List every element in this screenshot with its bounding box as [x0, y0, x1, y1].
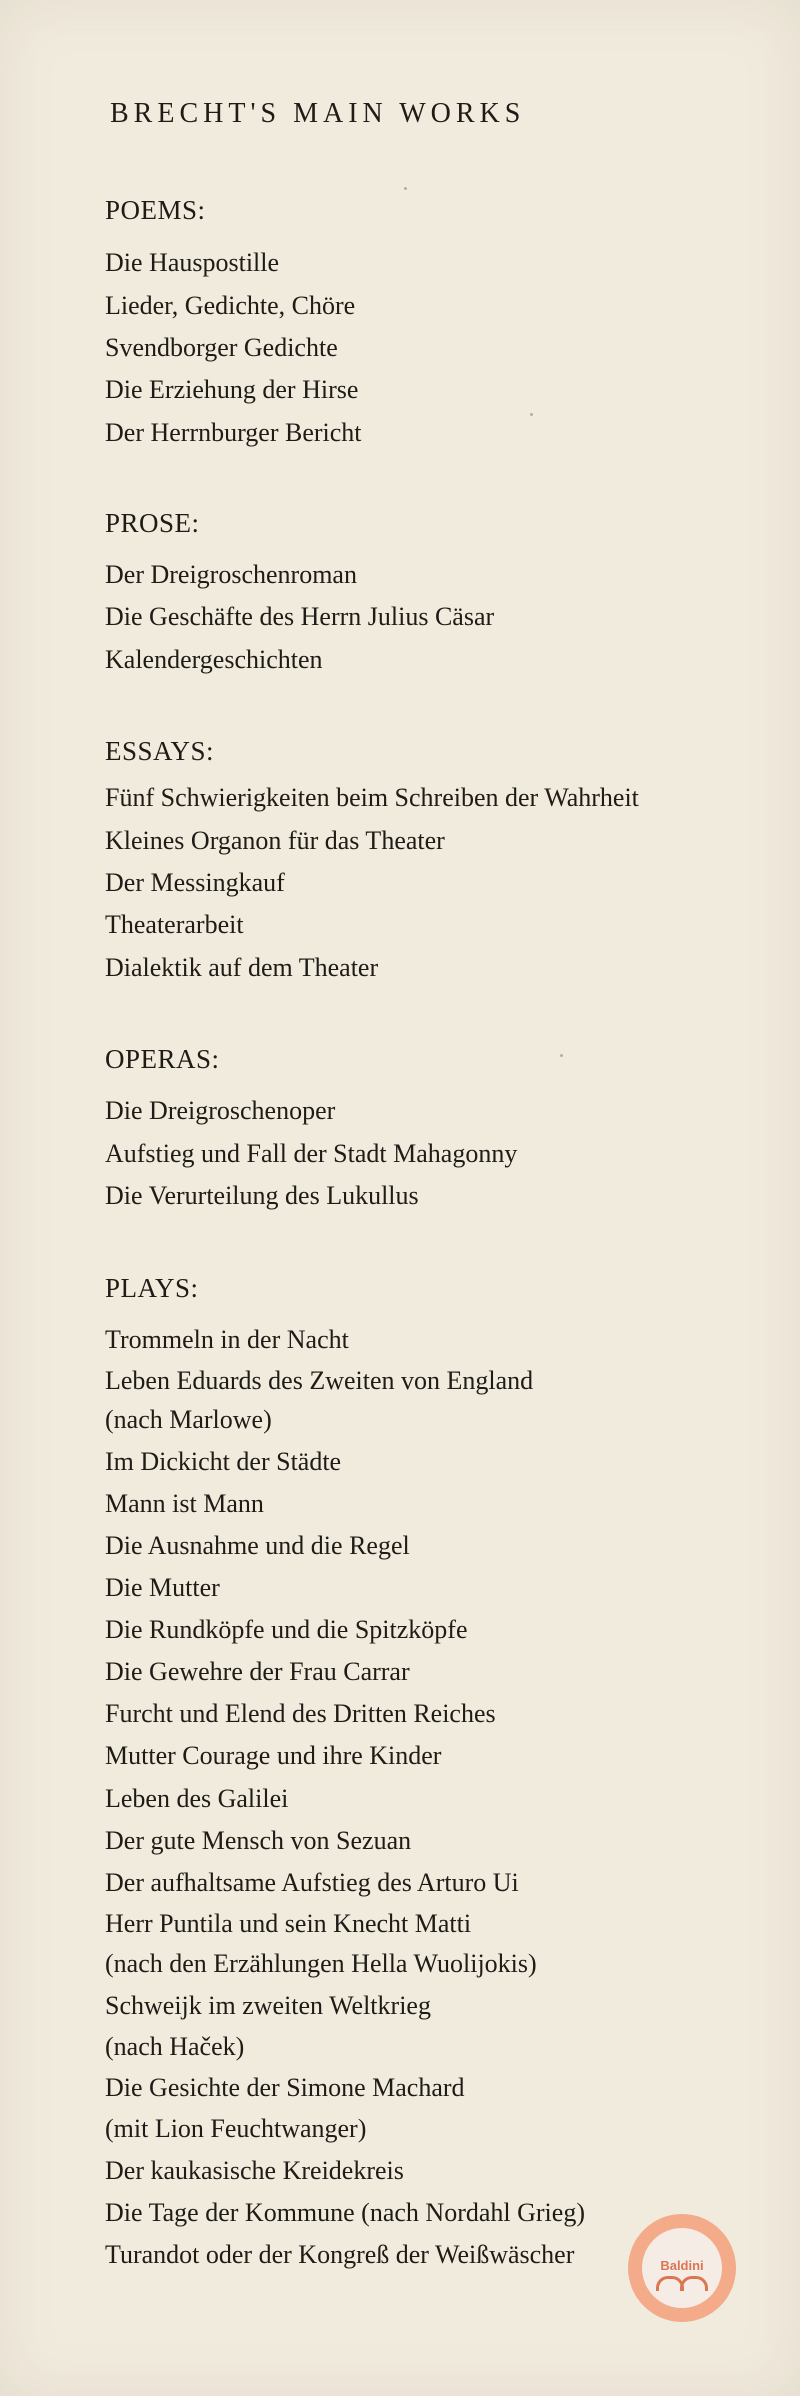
list-item: Der Herrnburger Bericht: [105, 418, 362, 447]
list-item: (mit Lion Feuchtwanger): [105, 2114, 367, 2143]
section-heading-poems: POEMS:: [105, 195, 206, 225]
list-item: Schweijk im zweiten Weltkrieg: [105, 1991, 431, 2020]
list-item: Die Gesichte der Simone Machard: [105, 2073, 465, 2102]
page-title: BRECHT'S MAIN WORKS: [110, 98, 526, 129]
list-item: Theaterarbeit: [105, 910, 244, 939]
list-item: Kalendergeschichten: [105, 645, 323, 674]
list-item: (nach Marlowe): [105, 1405, 272, 1434]
list-item: Der kaukasische Kreidekreis: [105, 2156, 404, 2185]
section-heading-prose: PROSE:: [105, 508, 200, 538]
list-item: Lieder, Gedichte, Chöre: [105, 291, 356, 320]
list-item: Mutter Courage und ihre Kinder: [105, 1741, 442, 1770]
list-item: Dialektik auf dem Theater: [105, 953, 379, 982]
list-item: Der Messingkauf: [105, 868, 285, 897]
list-item: Leben Eduards des Zweiten von England: [105, 1366, 534, 1395]
list-item: Die Mutter: [105, 1573, 220, 1602]
paper-speck: [530, 413, 533, 416]
list-item: Der gute Mensch von Sezuan: [105, 1826, 412, 1855]
list-item: (nach den Erzählungen Hella Wuolijokis): [105, 1949, 537, 1978]
list-item: Die Verurteilung des Lukullus: [105, 1181, 419, 1210]
list-item: Die Geschäfte des Herrn Julius Cäsar: [105, 602, 495, 631]
list-item: Aufstieg und Fall der Stadt Mahagonny: [105, 1139, 518, 1168]
section-heading-essays: ESSAYS:: [105, 736, 215, 766]
stamp-center: [642, 2228, 722, 2308]
list-item: Die Rundköpfe und die Spitzköpfe: [105, 1615, 468, 1644]
list-item: Mann ist Mann: [105, 1489, 264, 1518]
section-heading-operas: OPERAS:: [105, 1044, 220, 1074]
list-item: Kleines Organon für das Theater: [105, 826, 445, 855]
section-heading-plays: PLAYS:: [105, 1273, 199, 1303]
list-item: Turandot oder der Kongreß der Weißwäscher: [105, 2240, 575, 2269]
stamp-arch-icon: [680, 2276, 708, 2291]
list-item: Die Dreigroschenoper: [105, 1096, 336, 1125]
list-item: Der aufhaltsame Aufstieg des Arturo Ui: [105, 1868, 519, 1897]
list-item: Herr Puntila und sein Knecht Matti: [105, 1909, 472, 1938]
list-item: Die Tage der Kommune (nach Nordahl Grieg): [105, 2198, 585, 2227]
list-item: Fünf Schwierigkeiten beim Schreiben der Wahrheit: [105, 783, 639, 812]
list-item: Leben des Galilei: [105, 1784, 289, 1813]
list-item: (nach Haček): [105, 2032, 245, 2061]
list-item: Trommeln in der Nacht: [105, 1325, 349, 1354]
list-item: Furcht und Elend des Dritten Reiches: [105, 1699, 496, 1728]
paper-speck: [404, 187, 407, 190]
list-item: Die Hauspostille: [105, 248, 280, 277]
list-item: Der Dreigroschenroman: [105, 560, 357, 589]
stamp-label: Baldini: [660, 2258, 704, 2273]
list-item: Die Erziehung der Hirse: [105, 375, 359, 404]
list-item: Die Ausnahme und die Regel: [105, 1531, 410, 1560]
list-item: Im Dickicht der Städte: [105, 1447, 342, 1476]
library-stamp: [628, 2214, 736, 2322]
list-item: Svendborger Gedichte: [105, 333, 338, 362]
paper-speck: [560, 1054, 563, 1057]
list-item: Die Gewehre der Frau Carrar: [105, 1657, 410, 1686]
